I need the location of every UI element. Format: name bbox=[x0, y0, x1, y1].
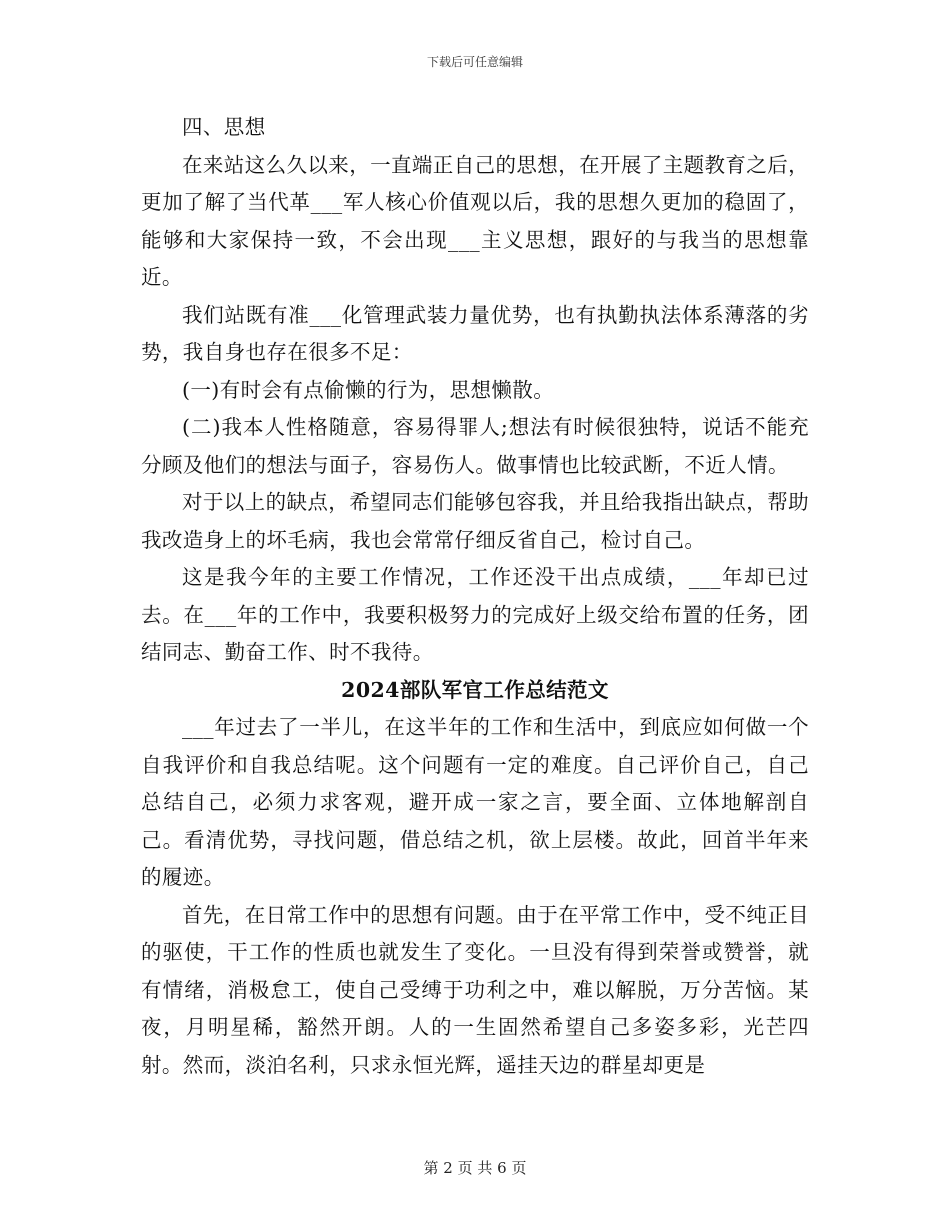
article-title: 2024部队军官工作总结范文 bbox=[341, 677, 609, 702]
paragraph: 对于以上的缺点，希望同志们能够包容我，并且给我指出缺点，帮助我改造身上的坏毛病，我也会常常仔细反省自己，检讨自己。 bbox=[141, 490, 809, 552]
page-number: 第 2 页 共 6 页 bbox=[423, 1159, 527, 1177]
page-header: 下载后可任意编辑 bbox=[426, 55, 523, 69]
section-heading: 四、思想 bbox=[182, 115, 266, 139]
paragraph: 在来站这么久以来，一直端正自己的思想，在开展了主题教育之后，更加了解了当代革___军人核心价值观以后，我的思想久更加的稳固了，能够和大家保持一致，不会出现___主义思想，跟好的与我当的思想靠近。 bbox=[141, 152, 809, 289]
list-item: (二)我本人性格随意，容易得罪人;想法有时候很独特，说话不能充分顾及他们的想法与面子，容易伤人。做事情也比较武断，不近人情。 bbox=[141, 415, 809, 477]
list-item: (一)有时会有点偷懒的行为，思想懒散。 bbox=[182, 377, 555, 402]
paragraph: 我们站既有准___化管理武装力量优势，也有执勤执法体系薄落的劣势，我自身也存在很多不足： bbox=[141, 302, 809, 364]
document-body bbox=[141, 109, 809, 1084]
paragraph: ___年过去了一半儿，在这半年的工作和生活中，到底应如何做一个自我评价和自我总结呢。这个问题有一定的难度。自己评价自己，自己总结自己，必须力求客观，避开成一家之言，要全面、立体地解剖自己。看清优势，寻找问题，借总结之机，欲上层楼。故此，回首半年来的履迹。 bbox=[141, 715, 809, 889]
paragraph: 首先，在日常工作中的思想有问题。由于在平常工作中，受不纯正目的驱使，干工作的性质也就发生了变化。一旦没有得到荣誉或赞誉，就有情绪，消极怠工，使自己受缚于功利之中，难以解脱，万分苦恼。某夜，月明星稀，豁然开朗。人的一生固然希望自己多姿多彩，光芒四射。然而，淡泊名利，只求永恒光辉，遥挂天边的群星却更是 bbox=[141, 902, 809, 1077]
paragraph: 这是我今年的主要工作情况，工作还没干出点成绩，___年却已过去。在___年的工作中，我要积极努力的完成好上级交给布置的任务，团结同志、勤奋工作、时不我待。 bbox=[141, 565, 809, 664]
